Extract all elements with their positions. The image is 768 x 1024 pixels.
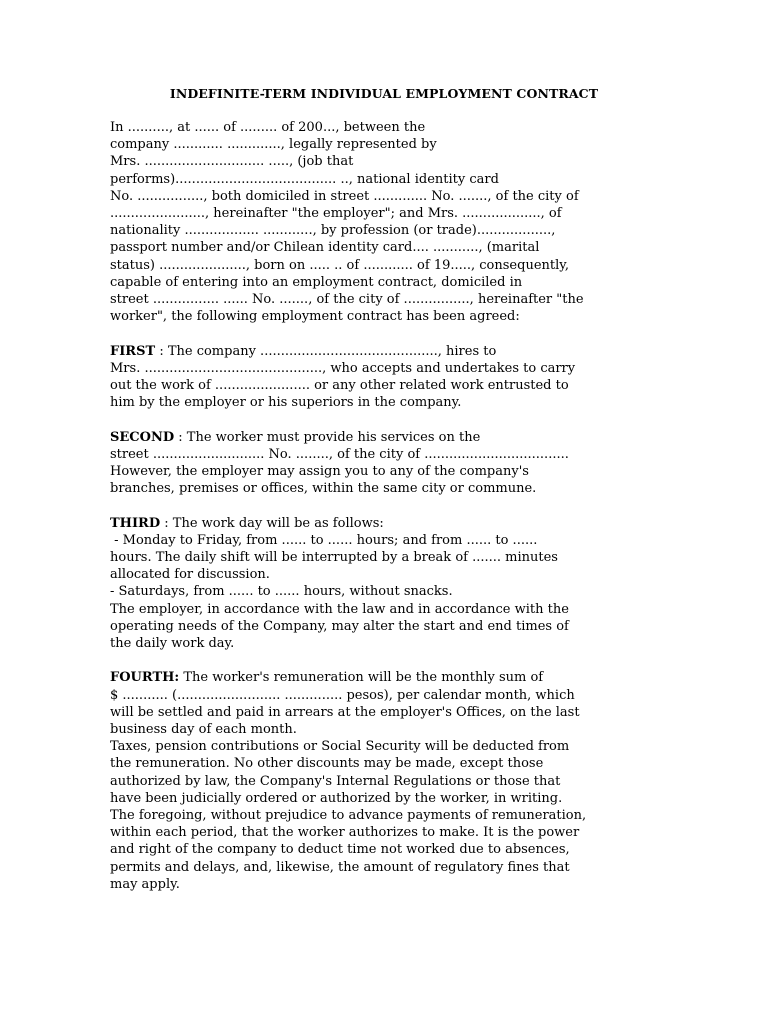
clause-line: within each period, that the worker authorizes to make. It is the power bbox=[110, 825, 580, 841]
clause-second-heading-line bbox=[110, 429, 670, 446]
clause-line: $ ........... (......................... .............. pesos), per calendar month, which bbox=[110, 687, 575, 703]
clause-line: However, the employer may assign you to any of the company's bbox=[110, 464, 529, 480]
clause-text: The worker's remuneration will be the monthly sum of bbox=[179, 670, 544, 686]
clause-text: : The worker must provide his services on the bbox=[174, 429, 481, 445]
clause-third-heading-line bbox=[110, 515, 670, 532]
intro-line: capable of entering into an employment contract, domiciled in bbox=[110, 274, 523, 290]
clause-line: street ........................... No. ........, of the city of ................................... bbox=[110, 446, 569, 462]
document-body bbox=[110, 119, 670, 910]
clause-line: Taxes, pension contributions or Social Security will be deducted from bbox=[110, 739, 570, 755]
document-title: INDEFINITE-TERM INDIVIDUAL EMPLOYMENT CONTRACT bbox=[169, 86, 599, 101]
intro-line: Mrs. ............................. ....., (job that bbox=[110, 154, 354, 170]
clause-line: will be settled and paid in arrears at the employer's Offices, on the last bbox=[110, 704, 580, 720]
intro-line: status) ....................., born on ..... .. of ............ of 19....., consequently, bbox=[110, 257, 570, 273]
clause-line: have been judicially ordered or authorized by the worker, in writing. bbox=[110, 790, 563, 806]
clause-line: allocated for discussion. bbox=[110, 567, 270, 583]
clause-line: and right of the company to deduct time not worked due to absences, bbox=[110, 842, 570, 858]
clause-line: - Monday to Friday, from ...... to ...... hours; and from ...... to ...... bbox=[110, 532, 538, 548]
clause-line: permits and delays, and, likewise, the amount of regulatory fines that bbox=[110, 859, 570, 875]
intro-line: performs)....................................... .., national identity card bbox=[110, 171, 499, 187]
clause-line: Mrs. ..........................................., who accepts and undertakes to carry bbox=[110, 360, 576, 376]
clause-line: - Saturdays, from ...... to ...... hours, without snacks. bbox=[110, 584, 453, 600]
clause-line: The foregoing, without prejudice to advance payments of remuneration, bbox=[110, 808, 587, 824]
clause-label: THIRD bbox=[110, 515, 161, 531]
clause-label: FIRST bbox=[110, 343, 156, 359]
clause-text: : The work day will be as follows: bbox=[160, 515, 384, 531]
clause-line: hours. The daily shift will be interrupted by a break of ....... minutes bbox=[110, 550, 558, 566]
clause-line: business day of each month. bbox=[110, 722, 297, 738]
clause-line: operating needs of the Company, may alter the start and end times of bbox=[110, 618, 569, 634]
clause-fourth-heading-line bbox=[110, 669, 670, 686]
clause-third bbox=[110, 515, 670, 653]
clause-label: SECOND bbox=[110, 429, 175, 445]
clause-line: out the work of ....................... or any other related work entrusted to bbox=[110, 378, 569, 394]
intro-line: passport number and/or Chilean identity card.... ..........., (marital bbox=[110, 240, 540, 256]
clause-line: authorized by law, the Company's Internal Regulations or those that bbox=[110, 773, 561, 789]
clause-second bbox=[110, 429, 670, 498]
clause-line: the remuneration. No other discounts may be made, except those bbox=[110, 756, 544, 772]
intro-paragraph bbox=[110, 119, 670, 325]
clause-line: may apply. bbox=[110, 876, 180, 892]
intro-line: worker", the following employment contract has been agreed: bbox=[110, 309, 520, 325]
clause-first bbox=[110, 343, 670, 412]
clause-label: FOURTH: bbox=[110, 670, 180, 686]
intro-line: street ................ ...... No. ......., of the city of ................, hereinafter "the bbox=[110, 292, 584, 308]
clause-line: The employer, in accordance with the law and in accordance with the bbox=[110, 601, 569, 617]
intro-line: ......................., hereinafter "the employer"; and Mrs. ..................., of bbox=[110, 206, 562, 222]
clause-text: : The company ..........................................., hires to bbox=[155, 343, 497, 359]
intro-line: nationality .................. ............, by profession (or trade).................., bbox=[110, 223, 556, 239]
clause-line: him by the employer or his superiors in the company. bbox=[110, 395, 462, 411]
clause-line: branches, premises or offices, within the same city or commune. bbox=[110, 481, 537, 497]
clause-line: the daily work day. bbox=[110, 636, 235, 652]
intro-line: No. ................, both domiciled in street ............. No. ......., of the city of bbox=[110, 188, 579, 204]
clause-first-heading-line bbox=[110, 343, 670, 360]
intro-line: In .........., at ...... of ......... of 200..., between the bbox=[110, 120, 426, 135]
intro-line: company ............ ............., legally represented by bbox=[110, 137, 437, 153]
clause-fourth bbox=[110, 669, 670, 893]
